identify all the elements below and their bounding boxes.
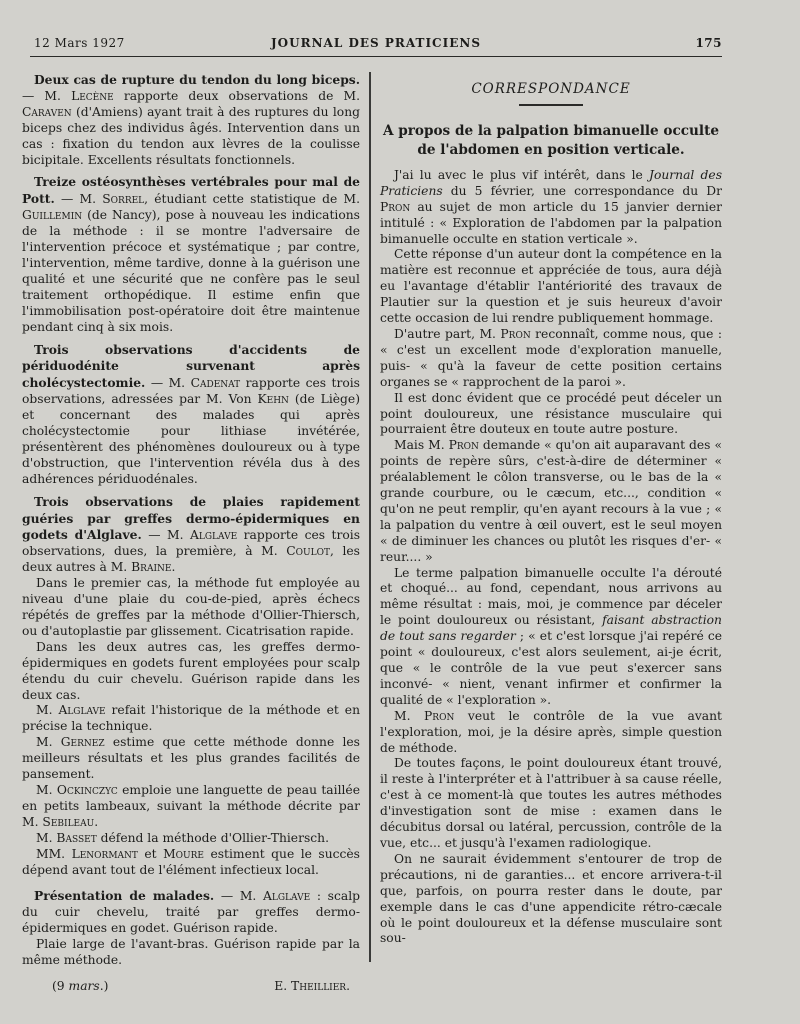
paragraph (22, 703, 360, 735)
entry-title: Treize ostéosynthèses vertébrales pour mal de Pott. (22, 174, 360, 207)
person-name: Basset (56, 830, 97, 845)
journal-title: JOURNAL DES PRATICIENS (271, 36, 481, 50)
date-month: mars (68, 978, 100, 993)
person-name: Coulot (286, 544, 330, 559)
article-title-line: A propos de la palpation bimanuelle occulte (382, 122, 720, 139)
person-name: Lecène (71, 88, 114, 103)
entry-title: Présentation de malades. (34, 888, 215, 904)
entry-text: rapporte deux observations de M. (113, 88, 360, 103)
entry-presentation (22, 888, 360, 937)
paragraph-text: du 5 février, une correspondance du Dr (442, 183, 722, 198)
paragraph: Cette réponse d'un auteur dont la compétence en la matière est reconnue et appréciée de tous, aura déjà eu l'avantage d'établir l'antériorité des travaux de Plautier sur la question et je suis heureux d'avoir cette occasion de lui rendre publiquement hommage. (380, 247, 722, 326)
person-name: Caraven (22, 104, 72, 119)
entry-text: . (171, 560, 176, 575)
person-name: Alglave (190, 528, 238, 543)
entry-title: Trois observations d'accidents de périduodénite survenant après cholécystectomie. (22, 341, 360, 391)
person-name: Gernez (60, 735, 105, 750)
paragraph (380, 438, 722, 565)
paragraph: Il est donc évident que ce procédé peut déceler un point douloureux, une résistance musculaire qui pourraient être douteux en toute autre posture. (380, 390, 722, 437)
paragraph-text: M. (36, 735, 61, 750)
paragraph-text: refait l'historique de la méthode et en précise la technique. (22, 703, 360, 734)
paragraph-text: ; « et c'est lorsque j'ai repéré ce point « douloureux, c'est alors seulement, ai-je écrit, que « le contrôle de la vue peut s'exercer sans inconvé- « nient, venant infirmer et confirmer la qualité de « l'exploration ». (380, 629, 722, 707)
entry-periduodenite (22, 342, 360, 488)
paragraph (380, 168, 722, 248)
paragraph-text: reconnaît, comme nous, que : « c'est un excellent mode d'exploration manuelle, puis- « qu'à la faveur de cette position certains organes se « rapprochent de la paroi ». (380, 326, 722, 389)
entry-text: — M. (141, 528, 190, 543)
paragraph: Plaie large de l'avant-bras. Guérison rapide par la même méthode. (22, 937, 360, 968)
paragraph: On ne saurait évidemment s'entourer de trop de précautions, ni de garanties... et encore arrivera-t-il que, parfois, on pourra rester dans le doute, par exemple dans le cas d'une appendicite rétro-cæcale où le point douloureux et la défense musculaire sont sou- (380, 851, 722, 946)
paragraph: De toutes façons, le point douloureux étant trouvé, il reste à l'interpréter et à l'attribuer à sa cause réelle, c'est à ce moment-là que toutes les autres méthodes d'investigation sont de mise : examen dans le décubitus dorsal ou latéral, percussion, contrôle de la vue, etc... et jusqu'à l'examen radiologique. (380, 756, 722, 850)
person-name: Guillemin (22, 208, 83, 223)
entry-text: — M. (214, 889, 263, 904)
paragraph-text: demande « qu'on ait auparavant des « points de repère sûrs, c'est-à-dire de déterminer « préalablement le côlon transverse, ou le bas de la « grande courbure, ou le cæcum, etc..., condition « qu'on ne peut remplir, qu'en ayant recours à la vue ; « la palpation du ventre à œil ouvert, est le seul moyen « de diminuer les chances ou plutôt les risques d'er- « reur.... » (380, 438, 722, 564)
paragraph-text: Le terme palpation bimanuelle occulte l'a dérouté et choqué... au fond, cependant, nous arrivons au même résultat : mais, moi, je commence par déceler le point douloureux ou résistant, (380, 565, 722, 628)
entry-title: Trois observations de plaies rapidement guéries par greffes dermo-épidermiques en godets d'Alglave. (22, 493, 360, 543)
paragraph (380, 327, 722, 391)
person-name: Braine (131, 560, 172, 575)
paragraph (22, 735, 360, 783)
journal-name: Journal des Praticiens (380, 167, 723, 198)
left-column (22, 72, 360, 995)
entry-title: Deux cas de rupture du tendon du long biceps. (34, 72, 360, 87)
person-name: Pron (380, 199, 411, 214)
entry-text: — M. (22, 88, 72, 103)
paragraph-text: . (94, 814, 99, 829)
header-date: 12 Mars 1927 (34, 36, 125, 50)
person-name: Alglave (263, 889, 311, 904)
entry-text: : scalp du cuir chevelu, traité par greffes dermo-épidermiques en godet. Guérison rapide. (22, 889, 360, 936)
entry-text: , les deux autres à M. (22, 544, 360, 575)
person-name: Moure (163, 846, 204, 861)
paragraph: Dans le premier cas, la méthode fut employée au niveau d'une plaie du cou-de-pied, après échecs répétés de greffes par la méthode d'Ollier-Thiersch, ou d'autoplastie par glissement. Cicatrisation rapide. (22, 576, 360, 638)
paragraph-text: et (137, 846, 164, 861)
paragraph-text: MM. (36, 846, 72, 861)
person-name: Sorrel (102, 192, 145, 207)
emphasis-text: faisant abstraction de tout sans regarder (380, 613, 722, 644)
entry-text: rapporte ces trois observations, adressées par M. Von (22, 376, 360, 407)
person-name: Pron (424, 708, 455, 723)
entry-text: — M. (145, 376, 191, 391)
column-divider (369, 72, 371, 962)
entry-text: (de Nancy), pose à nouveau les indications de la méthode : il se montre l'adversaire de l'intervention précoce et systématique ; par contre, l'intervention, même tardive, donne à la guérison une qualité et une sécurité que ne confère pas le seul traitement orthopédique. Il estime enfin que l'immobilisation post-opératoire doit être maintenue pendant cinq à six mois. (22, 208, 360, 334)
right-column (380, 72, 722, 947)
person-name: Lenormant (71, 846, 138, 861)
report-date (52, 979, 108, 995)
paragraph-text: Mais M. (394, 438, 449, 453)
paragraph (380, 566, 722, 709)
entry-text: , étudiant cette statistique de M. (144, 192, 360, 207)
paragraph-text: J'ai lu avec le plus vif intérêt, dans le (394, 167, 650, 182)
paragraph-text: D'autre part, M. (394, 326, 501, 341)
author-initial: E. (274, 978, 292, 993)
entry-text: (d'Amiens) ayant trait à des ruptures du long biceps chez des individus âgés. Intervention dans un cas : fixation du tendon aux lèvres de la coulisse bicipitale. Excellents résultats fonctionnels. (22, 104, 360, 167)
paragraph (22, 831, 360, 847)
paragraph-text: emploie une languette de peau taillée en petits lambeaux, suivant la méthode décrite par M. (22, 782, 360, 829)
person-name: Sebileau (42, 814, 95, 829)
paragraph-text: au sujet de mon article du 15 janvier dernier intitulé : « Exploration de l'abdomen par la palpation bimanuelle occulte en station verticale ». (380, 199, 722, 246)
paragraph (22, 783, 360, 831)
person-name: Kehn (257, 392, 289, 407)
author-text: . (346, 978, 350, 993)
date-text: (9 (52, 978, 69, 993)
entry-text: — M. (54, 192, 103, 207)
paragraph-text: estime que cette méthode donne les meilleurs résultats et les plus grandes facilités de pansement. (22, 735, 360, 782)
article-title-line: de l'abdomen en position verticale. (417, 141, 685, 158)
paragraph-text: M. (36, 703, 59, 718)
running-header (30, 34, 722, 57)
person-name: Cadenat (190, 376, 241, 391)
entry-osteosyntheses (22, 174, 360, 335)
paragraph-text: M. (36, 782, 57, 797)
paragraph-text: défend la méthode d'Ollier-Thiersch. (96, 830, 329, 845)
entry-text: rapporte ces trois observations, dues, la première, à M. (22, 528, 360, 559)
rubric-rule (519, 104, 583, 106)
person-name: Pron (500, 326, 531, 341)
signature-line (22, 979, 360, 995)
section-rubric: CORRESPONDANCE (471, 81, 631, 97)
paragraph-text: M. (36, 830, 57, 845)
author-name: Theillier (291, 978, 347, 993)
paragraph (22, 847, 360, 879)
person-name: Pron (448, 438, 479, 453)
date-text: .) (99, 978, 109, 993)
paragraph: Dans les deux autres cas, les greffes dermo-épidermiques en godets furent employées pour scalp étendu du cuir chevelu. Guérison rapide dans les deux cas. (22, 639, 360, 702)
person-name: Alglave (58, 703, 106, 718)
paragraph-text: veut le contrôle de la vue avant l'exploration, moi, je la désire après, simple question de méthode. (380, 708, 722, 755)
person-name: Ockinczyc (56, 782, 118, 797)
entry-greffes (22, 494, 360, 577)
paragraph-text: M. (394, 708, 425, 723)
paragraph-text: estiment que le succès dépend avant tout de l'élément infectieux local. (22, 846, 360, 877)
entry-biceps (22, 72, 360, 168)
author (274, 979, 350, 995)
paragraph (380, 709, 722, 757)
page-number: 175 (695, 36, 722, 50)
article-title (380, 122, 722, 160)
entry-text: (de Liège) et concernant des malades qui après cholécystectomie pour lithiase invétérée, présentèrent des phénomènes douloureux ou à type d'obstruction, que l'intervention révéla dus à des adhérences périduodénales. (22, 392, 360, 486)
